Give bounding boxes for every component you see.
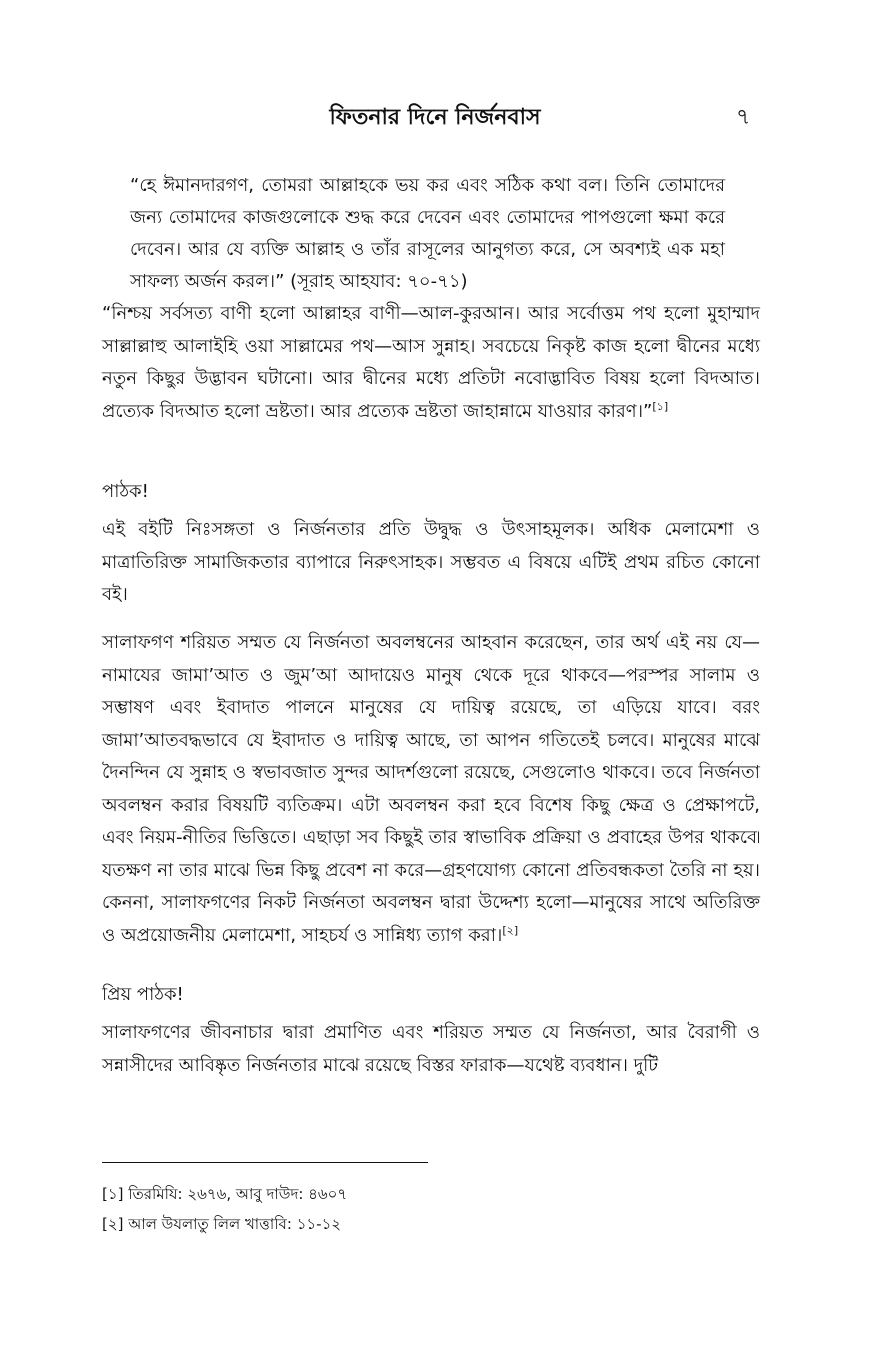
page-number: ৭ xyxy=(736,105,751,130)
footnote-ref-2[interactable]: [২] xyxy=(502,923,519,937)
quran-quote: “হে ঈমানদারগণ, তোমরা আল্লাহকে ভয় কর এবং সঠিক কথা বল। তিনি তোমাদের জন্য তোমাদের কাজগুলোকে শুদ্ধ করে দেবেন এবং তোমাদের পাপগুলো ক্ষমা করে দেবেন। আর যে ব্যক্তি আল্লাহ ও তাঁর রাসূলের আনুগত্য করে, সে অবশ্যই এক মহা সাফল্য অর্জন করল।” (সূরাহ আহযাব: ৭০-৭১) xyxy=(130,175,725,292)
paragraph-book-intro: এই বইটি নিঃসঙ্গতা ও নির্জনতার প্রতি উদ্বুদ্ধ ও উৎসাহমূলক। অধিক মেলামেশা ও মাত্রাতিরিক্ত সামাজিকতার ব্যাপারে নিরুৎসাহক। সম্ভবত এ বিষয়ে এটিই প্রথম রচিত কোনো বই। xyxy=(102,519,760,605)
paragraph-text: সালাফগণ শরিয়ত সম্মত যে নির্জনতা অবলম্বনের আহবান করেছেন, তার অর্থ এই নয় যে—নামাযের জামা’আত ও জুম’আ আদায়েও মানুষ থেকে দূরে থাকবে—পরস্পর সালাম ও সম্ভাষণ এবং ইবাদাত পালনে মানুষের যে দায়িত্ব রয়েছে, তা এড়িয়ে যাবে। বরং জামা’আতবদ্ধভাবে যে ইবাদাত ও দায়িত্ব আছে, তা আপন গতিতেই চলবে। মানুষের মাঝে দৈনন্দিন যে সুন্নাহ ও স্বভাবজাত সুন্দর আদর্শগুলো রয়েছে, সেগুলোও থাকবে। তবে নির্জনতা অবলম্বন করার বিষয়টি ব্যতিক্রম। এটা অবলম্বন করা হবে বিশেষ কিছু ক্ষেত্র ও প্রেক্ষাপটে, এবং নিয়ম-নীতির ভিত্তিতে। এছাড়া সব কিছুই তার স্বাভাবিক প্রক্রিয়া ও প্রবাহের উপর থাকবে৷ যতক্ষণ না তার মাঝে ভিন্ন কিছু প্রবেশ না করে—গ্রহণযোগ্য কোনো প্রতিবন্ধকতা তৈরি না হয়। কেননা, সালাফগণের নিকট নির্জনতা অবলম্বন দ্বারা উদ্দেশ্য হলো—মানুষের সাথে অতিরিক্ত ও অপ্রয়োজনীয় মেলামেশা, সাহচর্য ও সান্নিধ্য ত্যাগ করা। xyxy=(102,632,760,946)
paragraph-address-dear-reader: প্রিয় পাঠক! xyxy=(102,984,184,1005)
paragraph-hadith xyxy=(102,298,760,428)
paragraph-difference: সালাফগণের জীবনাচার দ্বারা প্রমাণিত এবং শরিয়ত সম্মত যে নির্জনতা, আর বৈরাগী ও সন্নাসীদের আবিষ্কৃত নির্জনতার মাঝে রয়েছে বিস্তর ফারাক—যথেষ্ট ব্যবধান। দুটি xyxy=(102,1022,760,1076)
paragraph-address-reader: পাঠক! xyxy=(102,481,149,502)
footnote-2: [২] আল উযলাতু লিল খাত্তাবি: ১১-১২ xyxy=(102,1215,342,1233)
paragraph-salaf-seclusion xyxy=(102,627,760,952)
footnote-1: [১] তিরমিযি: ২৬৭৬, আবু দাউদ: ৪৬০৭ xyxy=(102,1185,348,1203)
footnote-ref-1[interactable]: [১] xyxy=(652,399,669,413)
paragraph-text: “নিশ্চয় সর্বসত্য বাণী হলো আল্লাহর বাণী—আল-কুরআন। আর সর্বোত্তম পথ হলো মুহাম্মাদ সাল্লাল্লাহু আলাইহি ওয়া সাল্লামের পথ—আস সুন্নাহ। সবচেয়ে নিকৃষ্ট কাজ হলো দ্বীনের মধ্যে নতুন কিছুর উদ্ভাবন ঘটানো। আর দ্বীনের মধ্যে প্রতিটা নবোদ্ভাবিত বিষয় হলো বিদআত। প্রত্যেক বিদআত হলো ভ্রষ্টতা। আর প্রত্যেক ভ্রষ্টতা জাহান্নামে যাওয়ার কারণ।” xyxy=(102,303,760,422)
footnote-divider xyxy=(102,1162,428,1163)
running-title: ফিতনার দিনে নির্জনবাস xyxy=(329,105,541,130)
